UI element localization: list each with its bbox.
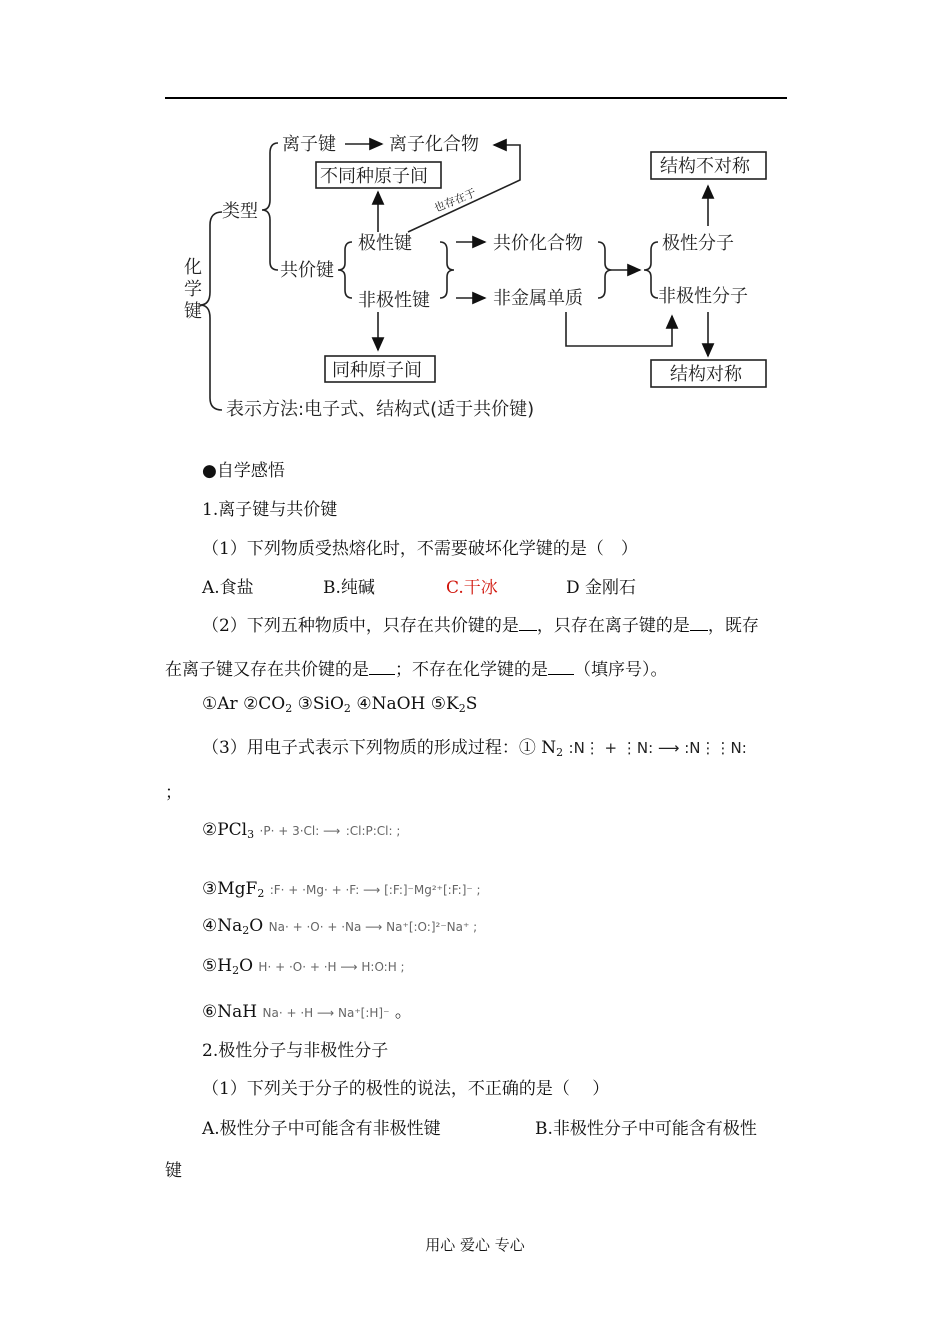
question2-line1: （2）下列五种物质中，只存在共价键的是 ，只存在离子键的是 ，既存 [202,616,759,636]
diagram-nonmetal-element: 非金属单质 [493,288,583,309]
page-footer: 用心 爱心 专心 [425,1236,525,1254]
h2o-formation: H· + ·O· + ·H ⟶ H:O:H ; [258,960,405,974]
self-study-heading: ●自学感悟 [202,461,285,481]
substance-options: ①Ar $②CO_2$ ③SiO$_2$ ④NaOH $⑤K_2S$ [202,694,478,715]
diagram-ionic-compound: 离子化合物 [389,134,479,155]
q4-option-b-cont: 键 [165,1161,182,1181]
q1-option-a: A.食盐 [202,578,254,598]
h2o-line: $⑤H_2O$ H· + ·O· + ·H ⟶ H:O:H ; [202,956,405,977]
diagram-polar-molecule: 极性分子 [662,233,734,254]
q1-option-d: D 金刚石 [566,578,637,598]
mgf2-formation: :F· + ·Mg· + ·F: ⟶ [:F:]⁻Mg²⁺[:F:]⁻ ; [269,883,481,897]
chemical-bond-diagram [0,0,950,440]
diagram-types: 类型 [222,201,258,222]
section1-title: 1.离子键与共价键 [202,500,338,520]
na2o-line: $④Na_2O$ Na· + ·O· + ·Na ⟶ Na⁺[:O:]²⁻Na⁺ ; [202,916,478,937]
diagram-ionic-bond: 离子键 [282,134,336,155]
diagram-root-label: 化学键 [184,257,202,322]
diagram-polar-bond: 极性键 [358,233,412,254]
question4: （1）下列关于分子的极性的说法，不正确的是（ ） [202,1079,610,1099]
answer-blank[interactable] [548,660,574,675]
diagram-nonpolar-bond: 非极性键 [358,290,430,311]
answer-blank[interactable] [690,616,708,631]
diagram-also-exists: 也存在于 [432,186,478,215]
semicolon: ； [165,783,182,803]
diagram-diff-atoms: 不同种原子间 [320,166,428,187]
nah-line: ⑥NaH Na· + ·H ⟶ Na⁺[:H]⁻ 。 [202,1002,412,1022]
na2o-formation: Na· + ·O· + ·Na ⟶ Na⁺[:O:]²⁻Na⁺ ; [268,920,478,934]
mgf2-line: ③MgF$_2$ :F· + ·Mg· + ·F: ⟶ [:F:]⁻Mg²⁺[:F:]⁻ ; [202,879,481,900]
q1-option-c: C.干冰 [446,578,498,598]
question1: （1）下列物质受热熔化时，不需要破坏化学键的是（ ） [202,539,638,559]
q4-option-a: A.极性分子中可能含有非极性键 [202,1119,441,1139]
answer-blank[interactable] [369,660,395,675]
diagram-symmetric: 结构对称 [670,364,742,385]
nah-formation: Na· + ·H ⟶ Na⁺[:H]⁻ [262,1006,390,1020]
pcl3-formation-left: ·P· + 3·Cl: ⟶ [259,824,341,838]
diagram-asymmetric: 结构不对称 [660,156,750,177]
pcl3-formation-right: :Cl:P:Cl: ; [345,824,401,838]
answer-blank[interactable] [519,616,537,631]
diagram-covalent-compound: 共价化合物 [493,233,583,254]
section2-title: 2.极性分子与非极性分子 [202,1041,389,1061]
q1-option-b: B.纯碱 [323,578,375,598]
question3: （3）用电子式表示下列物质的形成过程：① $N_2$ :N⋮ + ⋮N: ⟶ :N⋮⋮N: [202,738,747,759]
diagram-covalent-bond: 共价键 [280,260,334,281]
diagram-representation: 表示方法:电子式、结构式(适于共价键) [226,399,535,420]
n2-formation: :N⋮ + ⋮N: ⟶ :N⋮⋮N: [568,739,747,757]
diagram-nonpolar-molecule: 非极性分子 [658,286,748,307]
pcl3-line: ②PCl$_3$ ·P· + 3·Cl: ⟶ :Cl:P:Cl: ; [202,820,401,841]
q4-option-b: B.非极性分子中可能含有极性 [535,1119,757,1139]
question2-line2: 在离子键又存在共价键的是 ；不存在化学键的是 （填序号）。 [165,660,668,680]
diagram-same-atoms: 同种原子间 [332,360,422,381]
